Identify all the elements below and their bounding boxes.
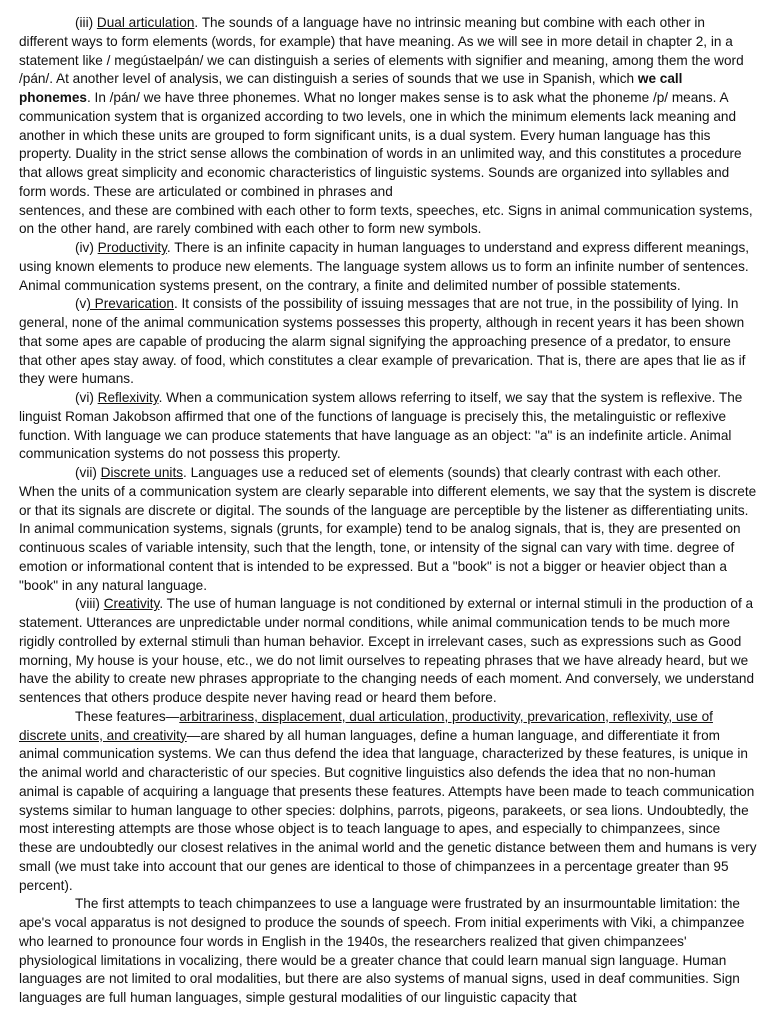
paragraph-text: These features— <box>75 708 180 724</box>
item-number: (viii) <box>75 596 104 612</box>
paragraph-text: . When a communication system allows referring to itself, we say that the system is reflexive. The linguist Roman Jakobson affirmed that one of the functions of language is precisely this, the metalinguistic or reflexive function. With language we can produce statements that have language as an object: "a" is an indefinite article. Animal communication systems do not possess this property. <box>19 390 743 462</box>
paragraph-reflexivity <box>19 389 757 464</box>
term-discrete-units: Discrete units <box>100 465 184 480</box>
paragraph-prevarication <box>19 295 757 389</box>
paragraph-chimpanzee-attempts: The first attempts to teach chimpanzees to use a language were frustrated by an insurmountable limitation: the ape's vocal apparatus is not designed to produce the sounds of speech. From initial experiments with Viki, a chimpanzee who learned to pronounce four words in English in the 1940s, the researchers realized that given chimpanzees' physiological limitations in vocalizing, there would be a greater chance that could learn manual sign language. Human languages are not limited to oral modalities, but there are also systems of manual signs, used in deaf communities. Sign languages are full human languages, simple gestural modalities of our linguistic capacity that <box>19 896 745 1005</box>
item-number: (vii) <box>75 465 101 480</box>
item-number: (v <box>75 296 87 312</box>
item-number: (iv) <box>75 240 98 255</box>
item-number: (iii) <box>75 15 97 30</box>
paragraph-discrete-units <box>19 464 757 595</box>
paragraph-text: . It consists of the possibility of issuing messages that are not true, in the possibility of lying. In general, none of the animal communication systems possesses this property, although in recent years it has been shown that some apes are capable of producing the alarm signal signifying the approaching presence of a predator, to ensure that other apes stay away. of food, which constitutes a clear example of prevarication. That is, there are apes that lie as if they were humans. <box>19 296 746 387</box>
term-reflexivity: Reflexivity <box>97 390 159 405</box>
paragraph-text: —are shared by all human languages, define a human language, and differentiate it from animal communication systems. We can thus defend the idea that language, characterized by these features, is unique in the animal world and characteristic of our species. But cognitive linguistics also defends the idea that no non-human animal is capable of acquiring a language that presents these features. Attempts have been made to teach communication systems similar to human language to other species: dolphins, parrots, pigeons, parakeets, or sea lions. Undoubtedly, the most interesting attempts are those whose object is to teach language to apes, and especially to chimpanzees, since these are undoubtedly our closest relatives in the animal world and the genetic distance between them and humans is very small (we must take into account that our genes are identical to those of chimpanzees in a percentage greater than 95 percent). <box>19 727 757 893</box>
paragraph-productivity <box>19 239 757 295</box>
features-list: arbitrariness, displacement, dual articulation, productivity, prevarication, reflexivity, use of discrete units, and creativity <box>19 708 713 743</box>
paragraph-features-summary <box>19 708 757 896</box>
paragraph-text: . The sounds of a language have no intrinsic meaning but combine with each other in different ways to form elements (words, for example) that have meaning. As we will see in more detail in chapter 2, in a statement like / megústaelpán/ we can distinguish a series of elements with signifier and meaning, among them the word /pán/. At another level of analysis, we can distinguish a series of sounds that we use in Spanish, which <box>19 15 744 87</box>
paragraph-text: . There is an infinite capacity in human languages to understand and express different meanings, using known elements to produce new elements. The language system allows us to form an infinite number of sentences. Animal communication systems present, on the contrary, a finite and delimited number of possible statements. <box>19 240 750 293</box>
term-creativity: Creativity <box>103 596 160 612</box>
item-number: (vi) <box>75 390 98 405</box>
paragraph-creativity <box>19 595 757 708</box>
paragraph-dual-articulation <box>19 14 757 202</box>
paragraph-text: . Languages use a reduced set of elements (sounds) that clearly contrast with each other. When the units of a communication system are clearly separable into different elements, we say that the system is discrete or that its signals are discrete or digital. The sounds of the language are perceptible by the listener as differentiating units. In animal communication systems, signals (grunts, for example) tend to be analog signals, that is, they are presented on continuous scales of variable intensity, such that the length, tone, or intensity of the signal can vary with time. degree of emotion or informational content that is intended to be expressed. But a "book" is not a bigger or heavier object than a "book" in any natural language. <box>19 465 757 593</box>
term-dual-articulation: Dual articulation <box>96 15 195 30</box>
paragraph-text: . In /pán/ we have three phonemes. What no longer makes sense is to ask what the phoneme /p/ means. A communication system that is organized according to two levels, one in which the minimum elements lack meaning and another in which these units are grouped to form significant units, is a dual system. Every human language has this property. Duality in the strict sense allows the combination of words in an unlimited way, and this constitutes a procedure that allows great simplicity and economic characteristics of linguistic systems. Sounds are organized into syllables and form words. These are articulated or combined in phrases and <box>19 90 742 199</box>
term-productivity: Productivity <box>97 240 167 255</box>
paragraph-text: . The use of human language is not conditioned by external or internal stimuli in the production of a statement. Utterances are unpredictable under normal conditions, while animal communication tends to be much more rigidly controlled by external stimuli than human behavior. Except in irrelevant cases, such as expressions such as Good morning, My house is your house, etc., we do not limit ourselves to repeating phrases that we have already heard, but we have the ability to create new phrases appropriate to the changing needs of each moment. And conversely, we understand sentences that others produce despite never having read or heard them before. <box>19 596 755 705</box>
paragraph-continuation: sentences, and these are combined with each other to form texts, speeches, etc. Signs in animal communication systems, on the other hand, are rarely combined with each other to form new symbols. <box>19 202 753 237</box>
bold-phrase: we call phonemes <box>19 71 683 105</box>
term-prevarication: ) Prevarication <box>86 296 174 312</box>
